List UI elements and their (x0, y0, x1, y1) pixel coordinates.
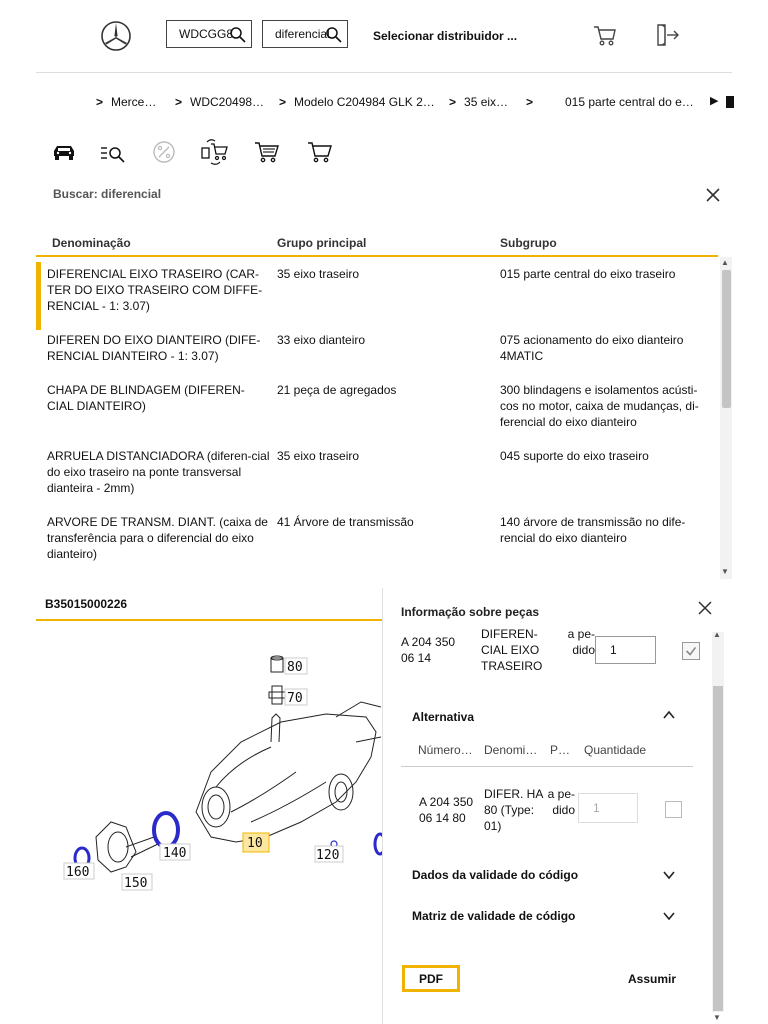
part-name: DIFEREN-CIAL EIXO TRASEIRO (481, 627, 543, 673)
breadcrumb-item[interactable]: > Merce… (96, 95, 157, 109)
chevron-down-icon[interactable] (662, 868, 676, 882)
seal-right-drawing (375, 834, 382, 854)
select-distributor-button[interactable]: Selecionar distribuidor ... (373, 29, 518, 43)
cart-list-icon[interactable] (253, 138, 281, 166)
callout-120[interactable]: 120 (316, 848, 340, 863)
row-subgroup: 075 acionamento do eixo dianteiro 4MATIC (500, 333, 684, 363)
row-group: 21 peça de agregados (277, 383, 397, 397)
row-subgroup: 300 blindagens e isolamentos acústi-cos no motor, caixa de mudanças, di-ferencial do eixo dianteiro (500, 383, 699, 429)
row-subgroup: 015 parte central do eixo traseiro (500, 267, 676, 281)
panel-scroll-down-arrow[interactable]: ▼ (713, 1013, 721, 1022)
chevron-up-icon[interactable] (662, 708, 676, 722)
alt-select-checkbox[interactable] (665, 801, 682, 818)
assume-button[interactable]: Assumir (628, 972, 677, 986)
list-search-icon[interactable] (99, 138, 127, 166)
pdf-button[interactable]: PDF (402, 965, 460, 992)
search-icon[interactable] (325, 26, 343, 44)
close-icon[interactable] (704, 186, 722, 204)
vin-search-value: WDCGG8 (179, 27, 233, 41)
results-scrollbar-thumb[interactable] (722, 270, 731, 408)
panel-scroll-up-arrow[interactable]: ▲ (713, 630, 721, 639)
alt-column-name[interactable]: Denomi… (484, 743, 538, 757)
seal-140-drawing (154, 813, 178, 847)
breadcrumb-item[interactable]: > (526, 95, 534, 109)
row-group: 41 Árvore de transmissão (277, 515, 414, 529)
exploded-parts-diagram[interactable] (36, 622, 382, 922)
alt-part-name: DIFER. HA 80 (Type: 01) (484, 787, 543, 833)
plug-80-drawing (271, 656, 283, 672)
validity-data-section[interactable]: Dados da validade do código (412, 868, 579, 882)
alt-quantity-input[interactable]: 1 (578, 793, 638, 823)
row-group: 35 eixo traseiro (277, 267, 360, 281)
mercedes-star-icon[interactable] (100, 20, 132, 52)
breadcrumb-overflow-indicator (726, 96, 734, 108)
plug-70-drawing (269, 686, 285, 704)
chevron-down-icon[interactable] (662, 909, 676, 923)
vin-search-field[interactable] (166, 20, 252, 48)
row-name: CHAPA DE BLINDAGEM (DIFEREN-CIAL DIANTEIRO) (47, 383, 245, 413)
part-select-checkbox[interactable] (682, 642, 700, 660)
search-results-label: Buscar: diferencial (53, 187, 162, 201)
callout-150[interactable]: 150 (124, 876, 148, 891)
differential-housing-drawing (196, 702, 381, 842)
alt-divider (401, 766, 693, 767)
row-name: ARRUELA DISTANCIADORA (diferen-cial do eixo traseiro na ponte transversal dianteira - 2mm) (47, 449, 270, 495)
close-icon[interactable] (697, 600, 713, 616)
callout-10[interactable]: 10 (247, 836, 263, 851)
part-info-panel (382, 588, 728, 1024)
results-table (36, 257, 718, 579)
alt-column-price[interactable]: P… (550, 743, 571, 757)
callout-160[interactable]: 160 (66, 865, 90, 880)
diagram-code: B35015000226 (45, 597, 128, 611)
breadcrumb-scroll-right[interactable]: ▶ (710, 95, 719, 107)
header-divider (36, 72, 732, 73)
alt-column-quantity[interactable]: Quantidade (584, 743, 647, 757)
alternative-section-title[interactable]: Alternativa (412, 710, 475, 724)
cart-icon[interactable] (306, 138, 334, 166)
scroll-down-arrow[interactable]: ▼ (721, 567, 729, 576)
row-name: ARVORE DE TRANSM. DIANT. (caixa de transferência para o diferencial do eixo dianteiro) (47, 515, 268, 561)
row-group: 33 eixo dianteiro (277, 333, 366, 347)
validity-matrix-section[interactable]: Matriz de validade de código (412, 909, 576, 923)
breadcrumb-item[interactable]: > WDC20498… (175, 95, 265, 109)
breadcrumb-item-current[interactable]: 015 parte central do e… (565, 95, 694, 109)
row-group: 35 eixo traseiro (277, 449, 360, 463)
term-search-field[interactable] (262, 20, 348, 48)
callout-70[interactable]: 70 (287, 691, 303, 706)
alt-part-number: A 204 350 06 14 80 (419, 795, 474, 825)
toolbar (0, 138, 768, 168)
row-name: DIFERENCIAL EIXO TRASEIRO (CAR-TER DO EIXO TRASEIRO COM DIFFE-RENCIAL - 1: 3.07) (47, 267, 263, 313)
panel-scrollbar-thumb[interactable] (713, 686, 723, 1011)
callout-80[interactable]: 80 (287, 660, 303, 675)
percent-icon[interactable] (150, 138, 178, 166)
column-header-group[interactable]: Grupo principal (277, 236, 367, 250)
term-search-value: diferencial (275, 27, 330, 41)
diagram-underline (36, 619, 382, 621)
alt-column-number[interactable]: Número… (418, 743, 473, 757)
cart-transfer-icon[interactable] (201, 138, 229, 166)
top-header (0, 0, 768, 72)
row-name: DIFEREN DO EIXO DIANTEIRO (DIFE-RENCIAL DIANTEIRO - 1: 3.07) (47, 333, 261, 363)
cart-icon[interactable] (592, 22, 618, 48)
part-number: A 204 350 06 14 (401, 635, 456, 665)
breadcrumb-item[interactable]: > 35 eix… (449, 95, 509, 109)
logout-icon[interactable] (654, 22, 680, 48)
alt-part-availability: a pe-dido (547, 787, 575, 817)
callout-140[interactable]: 140 (163, 846, 187, 861)
column-header-subgroup[interactable]: Subgrupo (500, 236, 557, 250)
row-subgroup: 140 árvore de transmissão no dife-rencial do eixo dianteiro (500, 515, 686, 545)
panel-title: Informação sobre peças (401, 605, 540, 619)
quantity-input[interactable]: 1 (595, 636, 656, 664)
scroll-up-arrow[interactable]: ▲ (721, 258, 729, 267)
flange-150-drawing (96, 822, 158, 872)
car-icon[interactable] (50, 138, 78, 166)
row-subgroup: 045 suporte do eixo traseiro (500, 449, 649, 463)
search-icon[interactable] (229, 26, 247, 44)
breadcrumb (0, 92, 768, 114)
breadcrumb-item[interactable]: > Modelo C204984 GLK 2… (279, 95, 435, 109)
column-header-name[interactable]: Denominação (52, 236, 131, 250)
part-availability: a pe-dido (567, 627, 595, 657)
